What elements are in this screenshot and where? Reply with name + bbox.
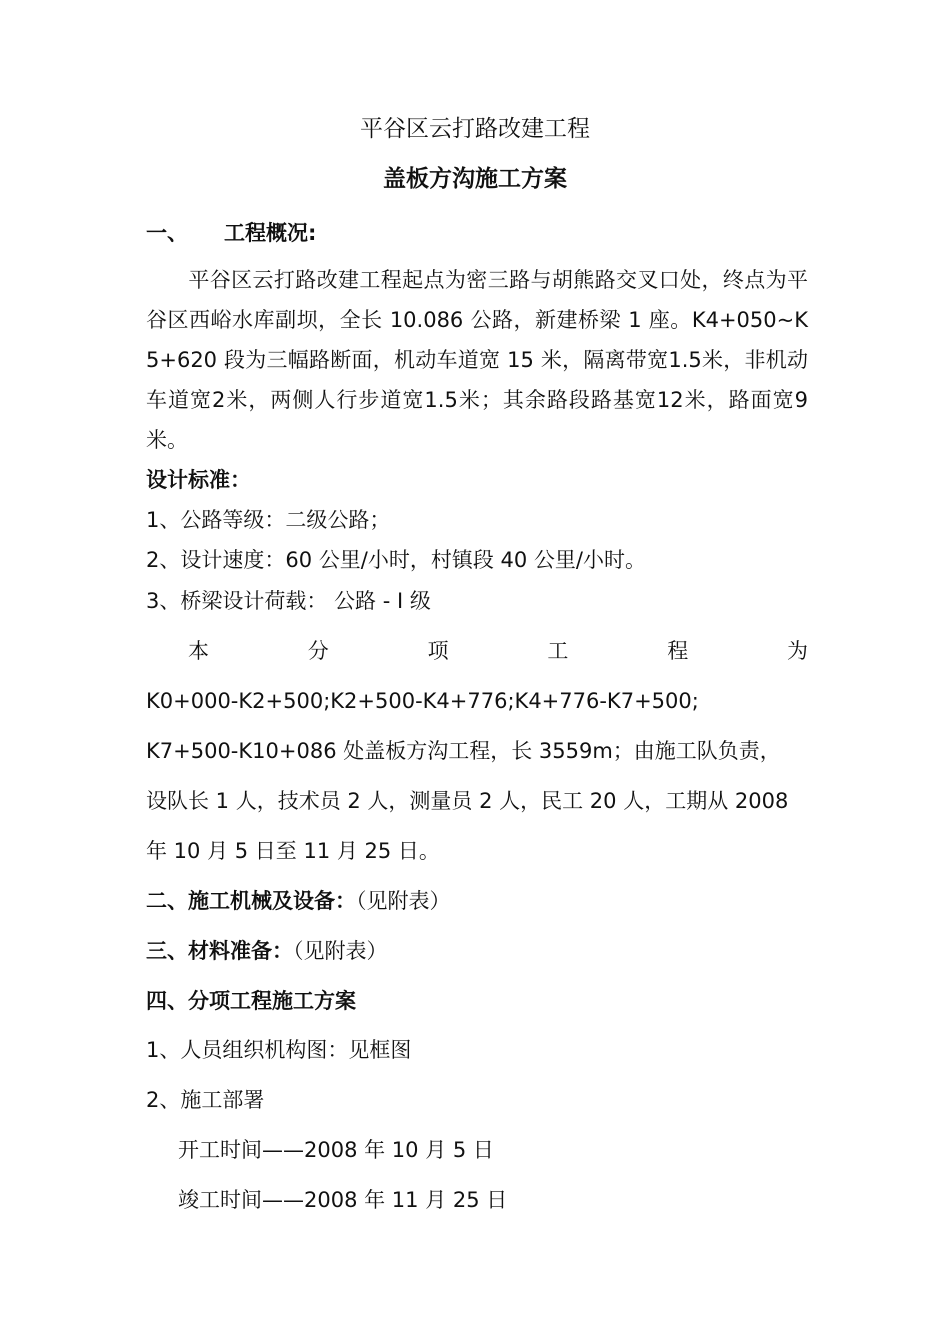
scope-char: 分 xyxy=(307,639,329,663)
section1-heading xyxy=(146,218,316,248)
section4-item: 2、施工部署 xyxy=(146,1088,265,1112)
document-subtitle: 盖板方沟施工方案 xyxy=(383,166,567,192)
start-time: 开工时间——2008 年 10 月 5 日 xyxy=(178,1138,494,1162)
document-title: 平谷区云打路改建工程 xyxy=(360,116,590,142)
section1-number: 一、 xyxy=(146,221,188,245)
section3-note: （见附表） xyxy=(293,939,388,963)
scope-char: 本 xyxy=(188,639,209,663)
end-time: 竣工时间——2008 年 11 月 25 日 xyxy=(178,1188,508,1212)
standard-item: 2、设计速度：60 公里/小时，村镇段 40 公里/小时。 xyxy=(146,548,646,572)
section2-title: 二、施工机械及设备： xyxy=(146,889,356,913)
scope-lead-line xyxy=(146,636,808,666)
scope-line: K0+000-K2+500;K2+500-K4+776;K4+776-K7+500; xyxy=(146,689,699,713)
overview-paragraph xyxy=(146,260,808,460)
scope-char: 为 xyxy=(786,639,808,663)
section4-heading: 四、分项工程施工方案 xyxy=(146,989,356,1013)
standards-heading: 设计标准： xyxy=(146,468,251,492)
scope-char: 工 xyxy=(547,639,569,663)
section4-item: 1、人员组织机构图：见框图 xyxy=(146,1038,412,1062)
section2-note: （见附表） xyxy=(356,889,451,913)
scope-char: 程 xyxy=(667,639,689,663)
section3-heading xyxy=(146,936,388,966)
section1-title: 工程概况: xyxy=(224,221,317,245)
scope-line: K7+500-K10+086 处盖板方沟工程，长 3559m；由施工队负责， xyxy=(146,739,781,763)
scope-line: 设队长 1 人，技术员 2 人，测量员 2 人，民工 20 人，工期从 2008 xyxy=(146,789,789,813)
standard-item: 3、桥梁设计荷载： 公路 - I 级 xyxy=(146,589,431,613)
scope-line: 年 10 月 5 日至 11 月 25 日。 xyxy=(146,839,440,863)
section3-title: 三、材料准备： xyxy=(146,939,293,963)
scope-char: 项 xyxy=(427,639,449,663)
overview-text: 平谷区云打路改建工程起点为密三路与胡熊路交叉口处，终点为平谷区西峪水库副坝，全长 10.086 公路，新建桥梁 1 座。K4+050~K5+620 段为三幅路断面，机动车道宽 15 米，隔离带宽1.5米，非机动车道宽2米，两侧人行步道宽1.5米；其余路段路基宽12米，路面宽9米。 xyxy=(146,268,808,452)
section2-heading xyxy=(146,886,451,916)
standard-item: 1、公路等级：二级公路； xyxy=(146,508,391,532)
